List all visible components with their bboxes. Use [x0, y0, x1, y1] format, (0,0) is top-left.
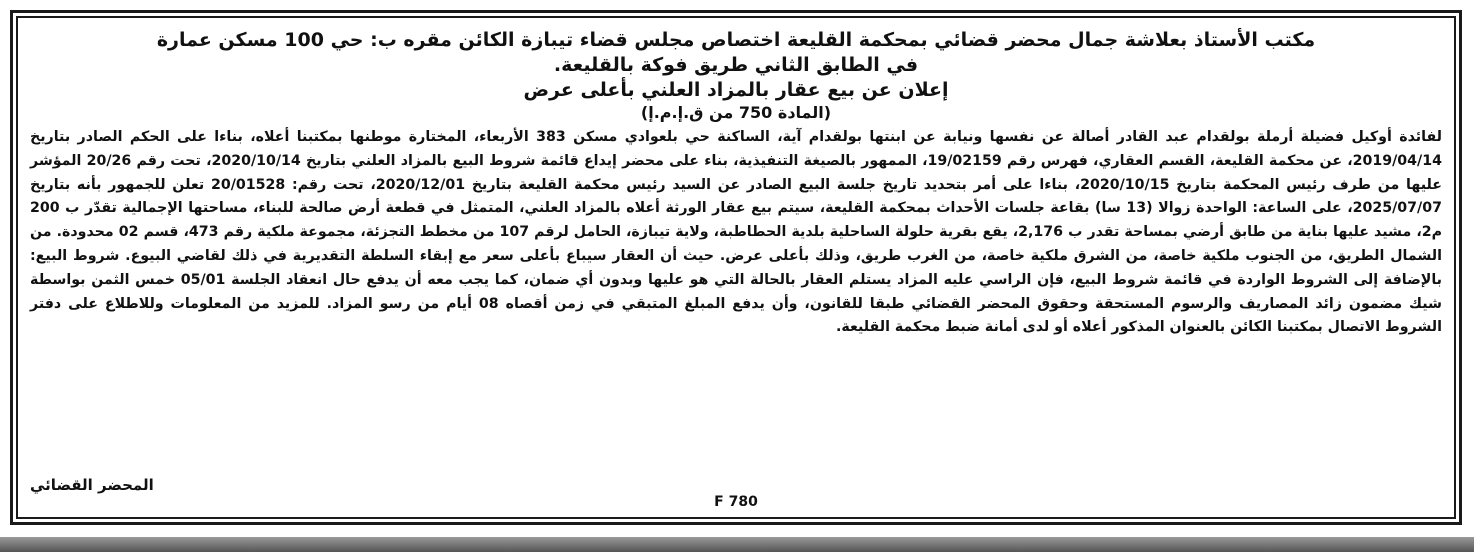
- office-title-line2: في الطابق الثاني طريق فوكة بالقليعة.: [553, 54, 919, 76]
- announcement-title: إعلان عن بيع عقار بالمزاد العلني بأعلى عرض: [523, 79, 949, 101]
- reference-code: F 780: [714, 494, 758, 510]
- next-page-edge: [0, 537, 1474, 552]
- legal-article: (المادة 750 من ق.إ.م.إ): [640, 103, 832, 122]
- auction-notice: [30, 28, 1442, 518]
- signature: المحضر القضائي: [30, 476, 154, 494]
- notice-body: لفائدة أوكيل فضيلة أرملة بولقدام عبد القادر أصالة عن نفسها ونيابة عن ابنتها بولقدام آية، الساكنة حي بلعوادي مسكن 383 الأربعاء، المختارة موطنها بمكتبنا أعلاه، بناءا على الحكم الصادر بتاريخ 2019/04/14، عن محكمة القليعة، القسم العقاري، فهرس رقم 19/02159، الممهور بالصيغة التنفيذية، بناء على محضر إيداع قائمة شروط البيع بالمزاد العلني بتاريخ 2020/10/14، تحت رقم 20/26 المؤشر عليها من طرف رئيس المحكمة بتاريخ 2020/10/15، بناءا على أمر بتحديد تاريخ جلسة البيع الصادر عن السيد رئيس محكمة القليعة بتاريخ 2020/12/01، تحت رقم: 20/01528 تعلن للجمهور بأنه بتاريخ 2025/07/07، على الساعة: الواحدة زوالا (13 سا) بقاعة جلسات الأحداث بمحكمة القليعة، سيتم بيع عقار الورثة أعلاه بالمزاد العلني، المتمثل في قطعة أرض صالحة للبناء، مساحتها الإجمالية تقدّر ب 200 م2، مشيد عليها بناية من طابق أرضي بمساحة تقدر ب 2,176، يقع بقرية حلولة الساحلية بلدية الحطاطبة، ولاية تيبازة، الحامل لرقم 107 من مخطط التجزئة، مجموعة ملكية رقم 473، قسم 02 محدودة. من الشمال الطريق، من الجنوب ملكية خاصة، من الشرق ملكية خاصة، من الغرب طريق، وذلك بأعلى عرض. حيث أن العقار سيباع بأعلى سعر مع إبقاء السلطة التقديرية في ذلك لقاضي البيوع. شروط البيع: بالإضافة إلى الشروط الواردة في قائمة شروط البيع، فإن الراسي عليه المزاد يستلم العقار بالحالة التي هو عليها وبدون أي ضمان، كما يجب معه أن يدفع حال انعقاد الجلسة 05/01 خمس الثمن بواسطة شيك مضمون زائد المصاريف والرسوم المستحقة وحقوق المحضر القضائي طبقا للقانون، وأن يدفع المبلغ المتبقي في زمن أقصاه 08 أيام من رسو المزاد. للمزيد من المعلومات وللاطلاع على دفتر الشروط الاتصال بمكتبنا الكائن بالعنوان المذكور أعلاه أو لدى أمانة ضبط محكمة القليعة.: [30, 129, 1443, 336]
- office-title-line1: مكتب الأستاذ بعلاشة جمال محضر قضائي بمحكمة القليعة اختصاص مجلس قضاء تيبازة الكائن مقره ب: حي 100 مسكن عمارة: [156, 29, 1316, 51]
- page-gap: [0, 527, 1474, 537]
